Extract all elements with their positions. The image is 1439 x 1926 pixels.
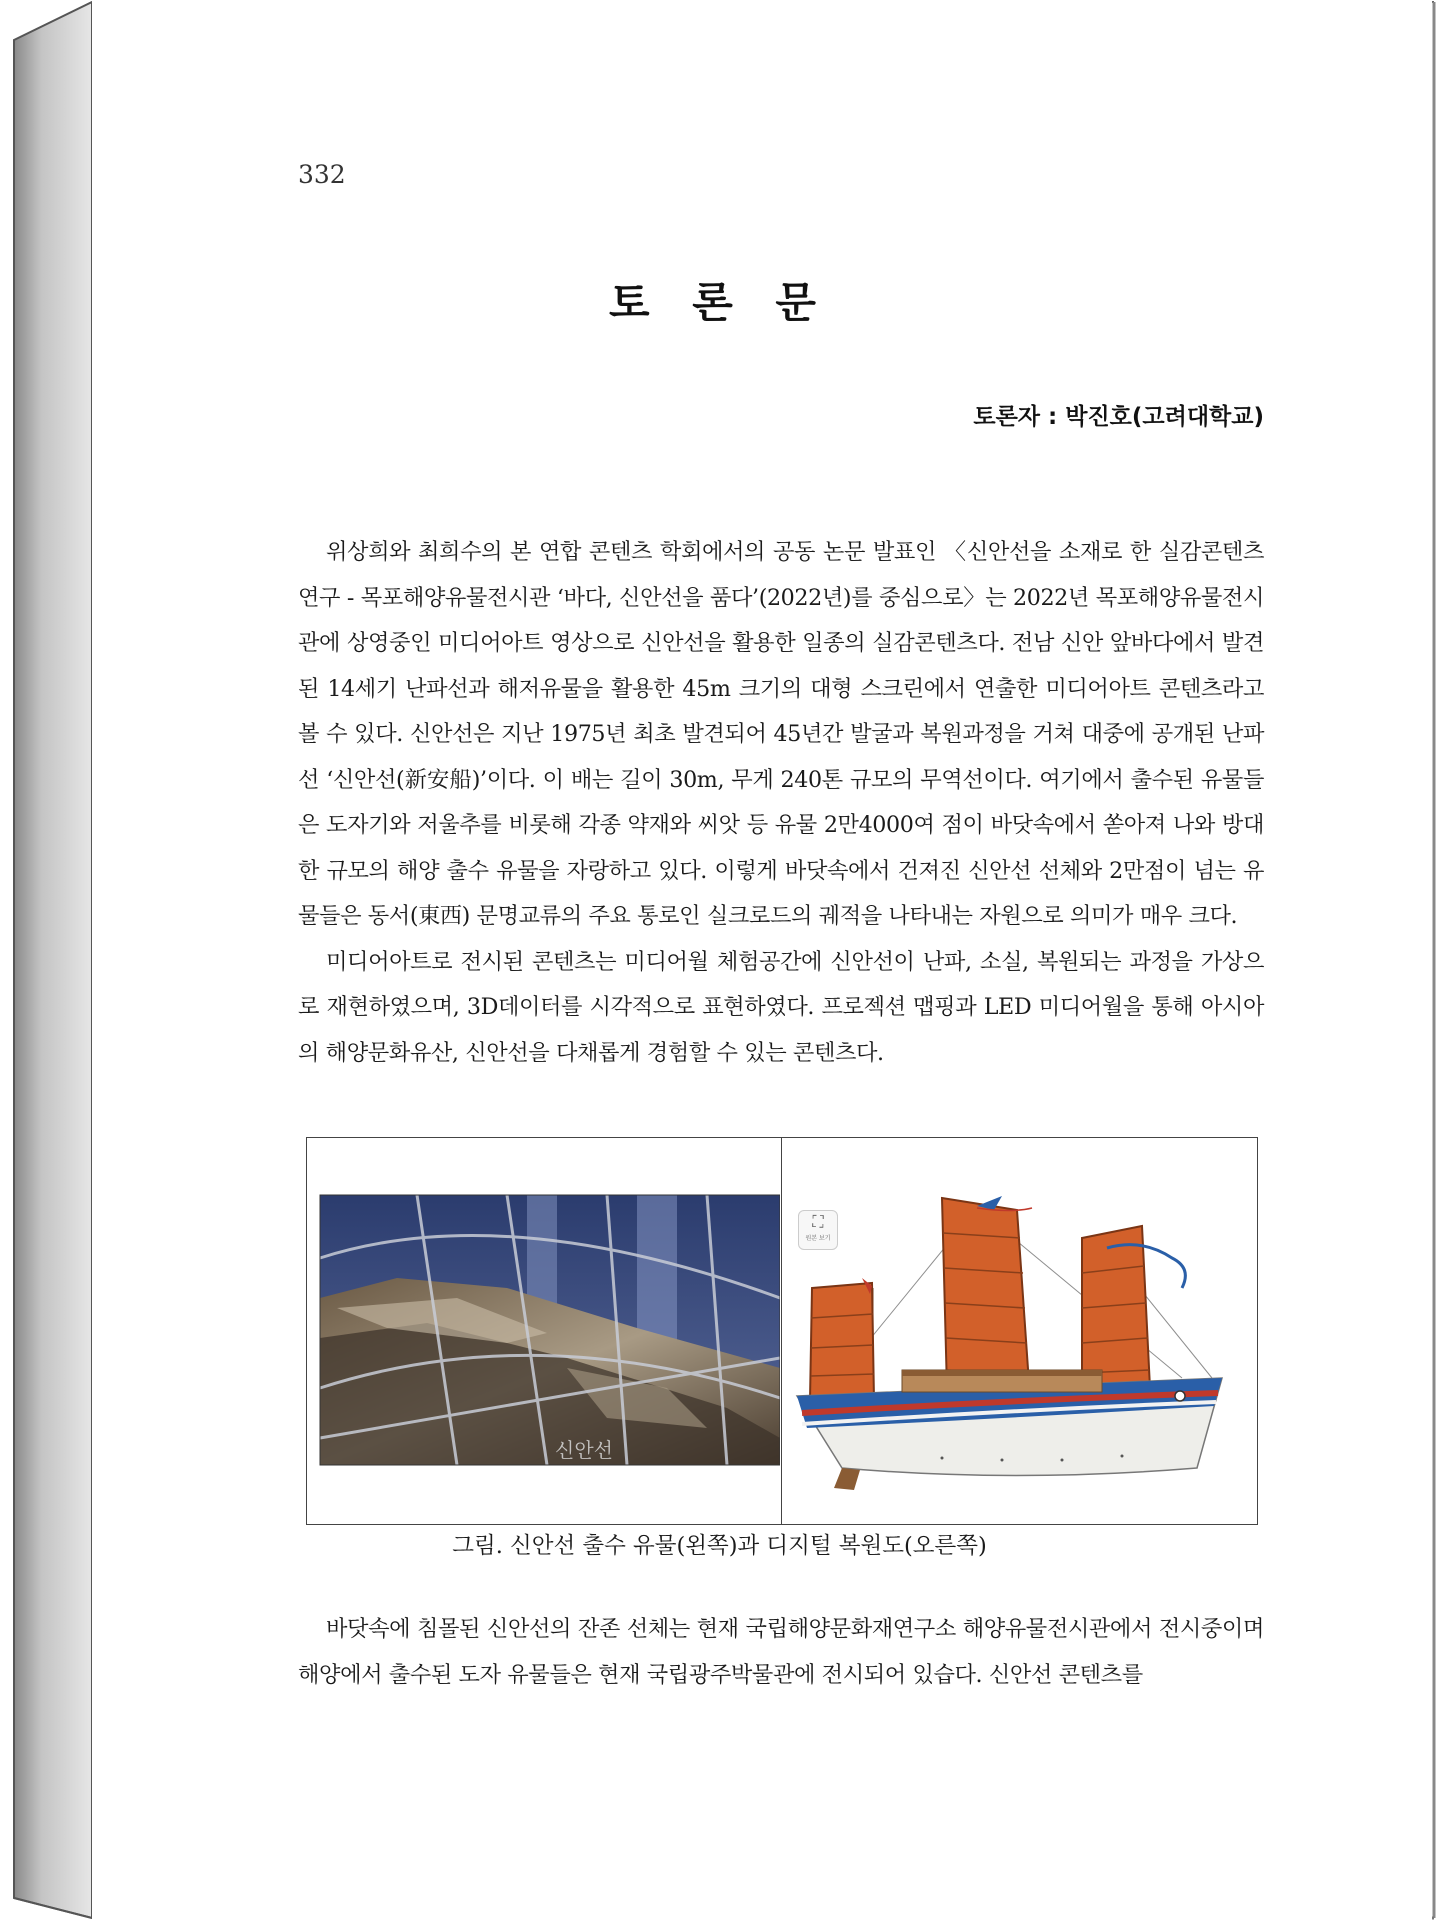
paragraph: 위상희와 최희수의 본 연합 콘텐츠 학회에서의 공동 논문 발표인 〈신안선을 소재로 한 실감콘텐츠 연구 - 목포해양유물전시관 ‘바다, 신안선을 품다’(2022년)를 중심으로〉는 2022년 목포해양유물전시관에 상영중인 미디어아트 영상으로 신안선을 활용한 일종의 실감콘텐츠다. 전남 신안 앞바다에서 발견된 14세기 난파선과 해저유물을 활용한 45m 크기의 대형 스크린에서 연출한 미디어아트 콘텐츠라고 볼 수 있다. 신안선은 지난 1975년 최초 발견되어 45년간 발굴과 복원과정을 거쳐 대중에 공개된 난파선 ‘신안선(新安船)’이다. 이 배는 길이 30m, 무게 240톤 규모의 무역선이다. 여기에서 출수된 유물들은 도자기와 저울추를 비롯해 각종 약재와 씨앗 등 유물 2만4000여 점이 바닷속에서 쏟아져 나와 방대한 규모의 해양 출수 유물을 자랑하고 있다. 이렇게 바닷속에서 건져진 신안선 선체와 2만점이 넘는 유물들은 동서(東西) 문명교류의 주요 통로인 실크로드의 궤적을 나타내는 자원으로 의미가 매우 크다. xyxy=(298,539,1264,929)
photo-overlay-label: 신안선 xyxy=(555,1438,613,1462)
view-original-label: 원본 보기 xyxy=(805,1235,831,1242)
page-number: 332 xyxy=(298,160,346,189)
shipwreck-photo xyxy=(307,1138,780,1523)
ship-restoration-illustration xyxy=(782,1138,1255,1523)
paragraph: 미디어아트로 전시된 콘텐츠는 미디어월 체험공간에 신안선이 난파, 소실, 복원되는 과정을 가상으로 재현하였으며, 3D데이터를 시각적으로 표현하였다. 프로젝션 맵핑과 LED 미디어월을 통해 아시아의 해양문화유산, 신안선을 다채롭게 경험할 수 있는 콘텐츠다. xyxy=(298,948,1264,1066)
figure-left-panel xyxy=(307,1138,782,1524)
expand-icon: ⛶ xyxy=(812,1212,824,1231)
figure-right-panel xyxy=(782,1138,1257,1524)
body-text-block-1 xyxy=(298,530,1264,1076)
discussant-line: 토론자 : 박진호(고려대학교) xyxy=(973,404,1264,430)
paragraph: 바닷속에 침몰된 신안선의 잔존 선체는 현재 국립해양문화재연구소 해양유물전시관에서 전시중이며 해양에서 출수된 도자 유물들은 현재 국립광주박물관에 전시되어 있습다. 신안선 콘텐츠를 xyxy=(298,1616,1264,1688)
figure-caption: 그림. 신안선 출수 유물(왼쪽)과 디지털 복원도(오른쪽) xyxy=(452,1533,987,1559)
page-title: 토 론 문 xyxy=(609,278,830,327)
figure xyxy=(306,1137,1258,1525)
body-text-block-2 xyxy=(298,1607,1264,1698)
